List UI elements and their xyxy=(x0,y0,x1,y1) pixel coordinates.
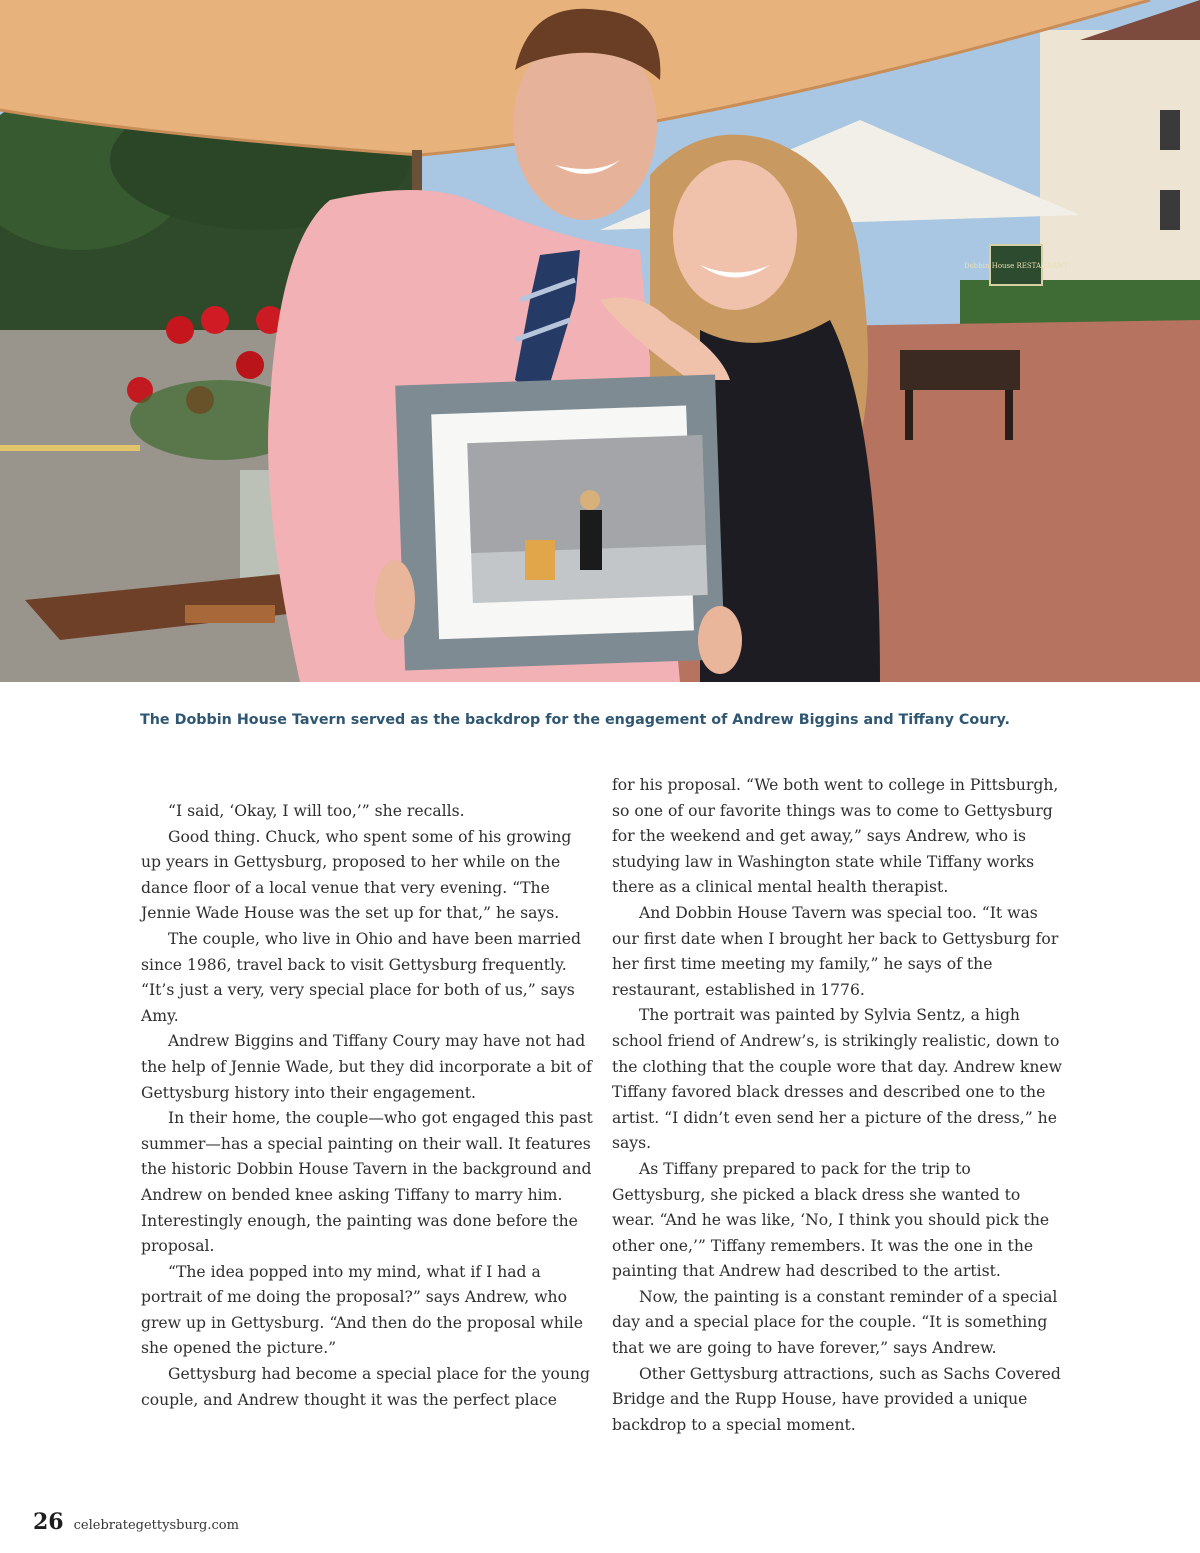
paragraph: Good thing. Chuck, who spent some of his growing up years in Gettysburg, proposed to her while on the dance floor of a local venue that very evening. “The Jennie Wade House was the set up for that,” he says. xyxy=(141,827,572,923)
website-url[interactable]: celebrategettysburg.com xyxy=(73,1518,239,1533)
paragraph: Andrew Biggins and Tiffany Coury may have not had the help of Jennie Wade, but they did incorporate a bit of Gettysburg history into their engagement. xyxy=(141,1032,592,1102)
page-footer xyxy=(33,1509,239,1535)
paragraph: The couple, who live in Ohio and have been married since 1986, travel back to visit Gettysburg frequently. “It’s just a very, very special place for both of us,” says Amy. xyxy=(141,929,581,1025)
photo-illustration xyxy=(0,0,1200,682)
paragraph-continued: for his proposal. “We both went to college in Pittsburgh, so one of our favorite things was to come to Gettysburg for the weekend and get away,” says Andrew, who is studying law in Washington state while Tiffany works there as a clinical mental health therapist. xyxy=(612,776,1059,897)
paragraph: The portrait was painted by Sylvia Sentz, a high school friend of Andrew’s, is strikingly realistic, down to the clothing that the couple wore that day. Andrew knew Tiffany favored black dresses and described one to the artist. “I didn’t even send her a picture of the dress,” he says. xyxy=(612,1006,1063,1153)
paragraph: Now, the painting is a constant reminder of a special day and a special place for the couple. “It is something that we are going to have forever,” says Andrew. xyxy=(612,1287,1058,1358)
restaurant-sign: Dobbin House RESTAURANT xyxy=(963,262,1069,270)
paragraph: And Dobbin House Tavern was special too. “It was our first date when I brought her back to Gettysburg for her first time meeting my family,” he says of the restaurant, established in 1776. xyxy=(612,903,1059,999)
photo-caption: The Dobbin House Tavern served as the backdrop for the engagement of Andrew Biggins and Tiffany Coury. xyxy=(140,712,1010,728)
paragraph: As Tiffany prepared to pack for the trip to Gettysburg, she picked a black dress she wanted to wear. “And he was like, ‘No, I think you should pick the other one,’” Tiffany remembers. It was the one in the painting that Andrew had described to the artist. xyxy=(612,1159,1050,1281)
page-number: 26 xyxy=(33,1509,64,1535)
paragraph: “The idea popped into my mind, what if I had a portrait of me doing the proposal?” says Andrew, who grew up in Gettysburg. “And then do the proposal while she opened the picture.” xyxy=(141,1262,583,1358)
article-column-right xyxy=(612,773,1064,1438)
paragraph: Other Gettysburg attractions, such as Sachs Covered Bridge and the Rupp House, have provided a unique backdrop to a special moment. xyxy=(612,1364,1061,1434)
engagement-photo xyxy=(0,0,1200,682)
article-column-left xyxy=(141,799,593,1413)
paragraph: Gettysburg had become a special place for the young couple, and Andrew thought it was the perfect place xyxy=(141,1365,590,1409)
paragraph: “I said, ‘Okay, I will too,’” she recalls. xyxy=(168,802,465,820)
paragraph: In their home, the couple—who got engaged this past summer—has a special painting on their wall. It features the historic Dobbin House Tavern in the background and Andrew on bended knee asking Tiffany to marry him. Interestingly enough, the painting was done before the proposal. xyxy=(141,1109,593,1256)
